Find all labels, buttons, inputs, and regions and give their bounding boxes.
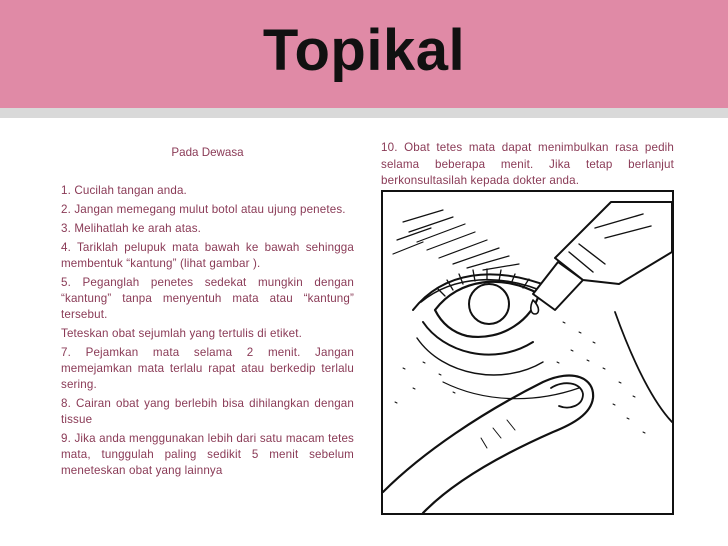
step-3: 3. Melihatlah ke arah atas.: [61, 222, 202, 235]
note-step-10: 10. Obat tetes mata dapat menimbulkan rasa pedih selama beberapa menit. Jika tetap berlanjut berkonsultasilah kepada dokter anda.: [381, 141, 674, 187]
step-7: 7. Pejamkan mata selama 2 menit. Jangan memejamkan mata terlalu rapat atau berkedip terlalu sering.: [61, 346, 354, 391]
eye-drop-drawing: [383, 192, 672, 513]
step-5: 5. Peganglah penetes sedekat mungkin dengan “kantung” tanpa menyentuh mata atau “kantung” tersebut.: [61, 276, 354, 321]
title-divider-stripe: [0, 108, 728, 118]
step-9: 9. Jika anda menggunakan lebih dari satu macam tetes mata, tunggulah paling sedikit 5 menit sebelum meneteskan obat yang lainnya: [61, 432, 354, 477]
subheading: Pada Dewasa: [171, 146, 244, 159]
step-4: 4. Tariklah pelupuk mata bawah ke bawah sehingga membentuk “kantung” (lihat gambar ).: [61, 241, 354, 270]
step-2: 2. Jangan memegang mulut botol atau ujung penetes.: [61, 203, 346, 216]
step-8: 8. Cairan obat yang berlebih bisa dihilangkan dengan tissue: [61, 397, 354, 426]
eye-drop-illustration: [381, 190, 674, 515]
eyebrow-lines: [393, 210, 519, 270]
step-6: Teteskan obat sejumlah yang tertulis di etiket.: [61, 327, 302, 340]
slide-title: Topikal: [262, 18, 466, 83]
step-1: 1. Cucilah tangan anda.: [61, 184, 187, 197]
instructions-column: [61, 145, 354, 482]
